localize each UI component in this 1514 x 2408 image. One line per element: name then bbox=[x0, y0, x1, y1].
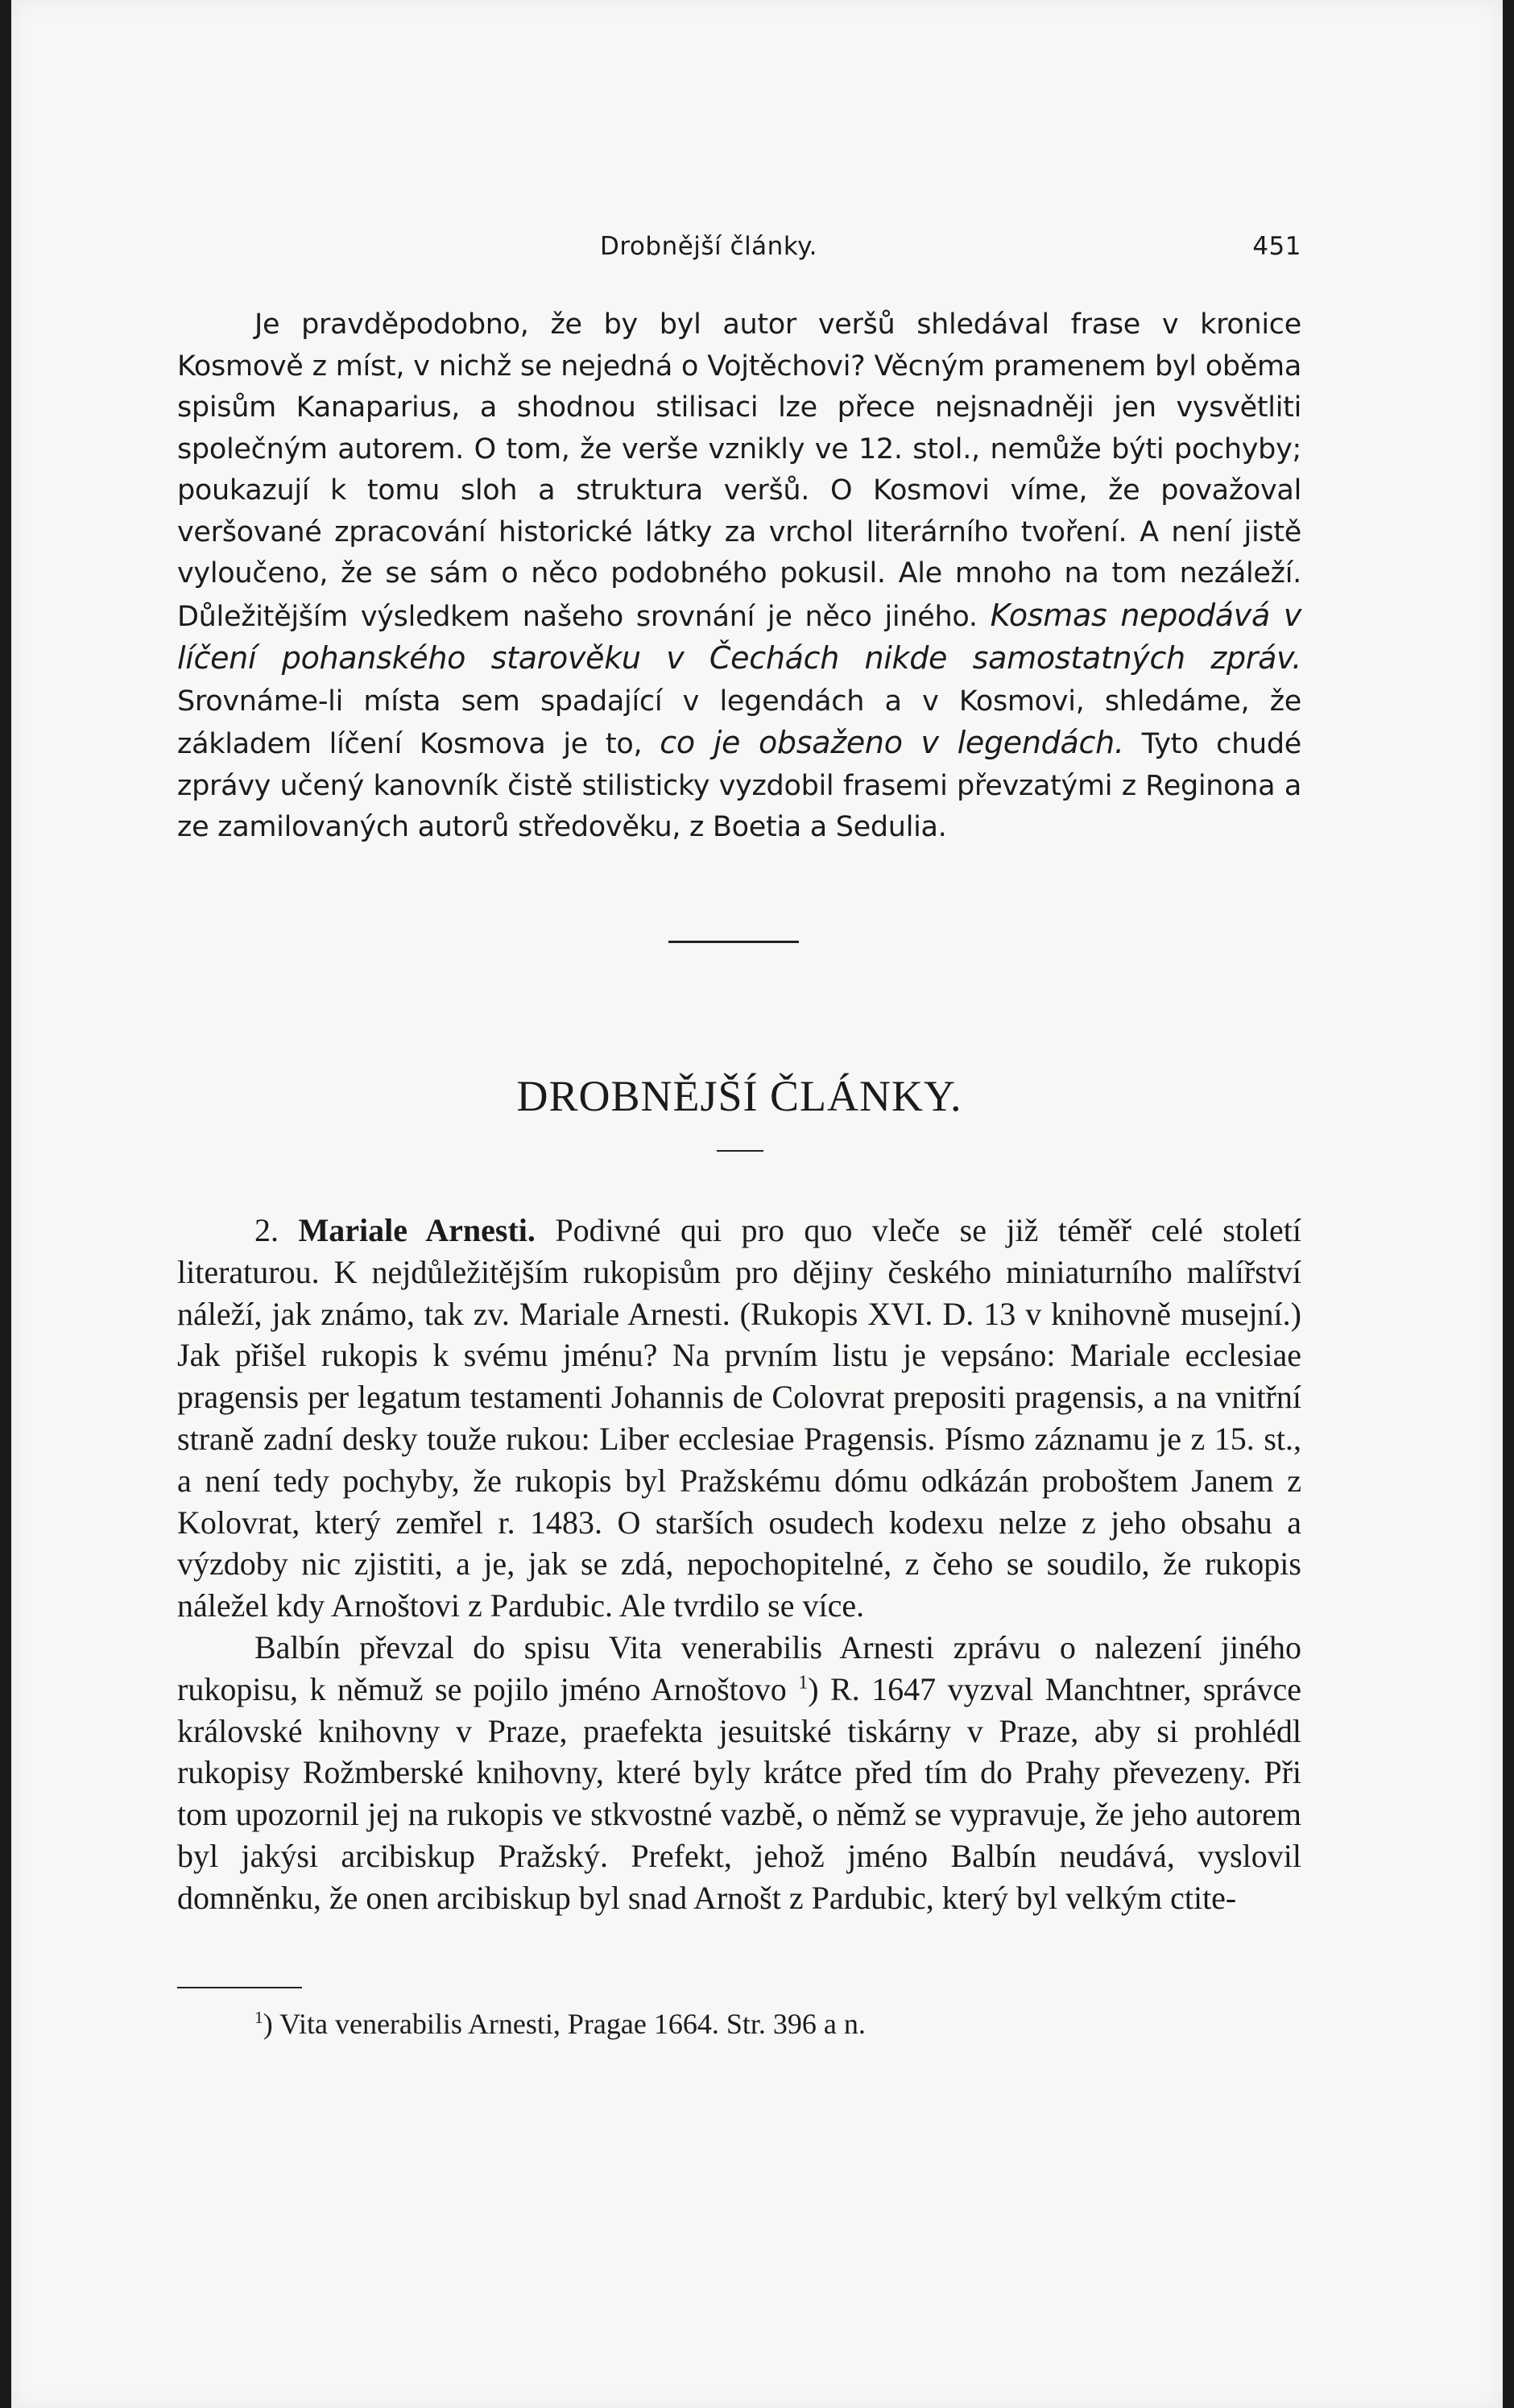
footnote: $^1$) Vita venerabilis Arnesti, Pragae 1664. Str. 396 a n. bbox=[254, 2008, 866, 2040]
footnote-text: Vita venerabilis Arnesti, Pragae 1664. Str. 396 a n. bbox=[279, 2008, 866, 2040]
top-text-3: Tyto chudé zprávy učený kanovník čistě stilisticky vyzdobil frasemi převzatými z Reginona a ze zamilovaných autorů středověku, z Boetia a Sedulia. bbox=[177, 728, 1301, 843]
top-italic-1: Kosmas nepodává v líčení pohanského starověku v Čechách nikde samostatných zpráv. bbox=[177, 597, 1302, 676]
top-paragraph bbox=[177, 304, 1301, 849]
footnote-rule bbox=[177, 1987, 302, 1988]
page-number: 451 bbox=[1252, 232, 1301, 261]
footnote-marker: 1 bbox=[254, 2008, 263, 2027]
top-text-1: Je pravděpodobno, že by byl autor veršů shledával frase v kronice Kosmově z míst, v nichž se nejedná o Vojtěchovi? Věcným pramenem byl oběma spisům Kanaparius, a shodnou stilisaci lze přece nejsnadněji jen vysvětliti společným autorem. O tom, že verše vznikly ve 12. stol., nemůže býti pochyby; poukazují k tomu sloh a struktura veršů. O Kosmovi víme, že považoval veršované zpracování historické látky za vrchol literárního tvoření. A není jistě vyloučeno, že se sám o něco podobného pokusil. Ale mnoho na tom nezáleží. Důležitějším výsledkem našeho srovnání je něco jiného. bbox=[177, 308, 1301, 633]
article-title: Mariale Arnesti. bbox=[298, 1212, 536, 1248]
article bbox=[177, 1210, 1301, 1919]
footnote-ref: 1 bbox=[798, 1672, 809, 1694]
top-section bbox=[177, 304, 1301, 849]
running-title: Drobnější články. bbox=[600, 232, 817, 261]
article-paragraph-2: Balbín převzal do spisu Vita venerabilis Arnesti zprávu o nalezení jiného rukopisu, k němuž se pojilo jméno Arnoštovo $^1$) R. 1647 vyzval Manchtner, správce královské knihovny v Praze, praefekta jesuitské tiskárny v Praze, aby si prohlédl rukopisy Rožmberské knihovny, které byly krátce před tím do Prahy převezeny. Při tom upozornil jej na rukopis ve stkvostné vazbě, o němž se vypravuje, že jeho autorem byl jakýsi arcibiskup Pražský. Prefekt, jehož jméno Balbín neudává, vyslovil domněnku, že onen arcibiskup byl snad Arnošt z Pardubic, který byl velkým ctite- bbox=[177, 1628, 1301, 1916]
top-text-2: Srovnáme-li místa sem spadající v legendách a v Kosmovi, shledáme, že základem líčení Kosmova je to, bbox=[177, 685, 1301, 760]
section-divider bbox=[668, 941, 799, 943]
top-italic-2: co je obsaženo v legendách. bbox=[660, 725, 1124, 760]
section-heading: DROBNĚJŠÍ ČLÁNKY. bbox=[516, 1072, 962, 1120]
article-para1-text: Podivné qui pro quo vleče se již téměř celé století literaturou. K nejdůležitějším rukopisům pro dějiny českého miniaturního malířství náleží, jak známo, tak zv. Mariale Arnesti. (Rukopis XVI. D. 13 v knihovně musejní.) Jak přišel rukopis k svému jménu? Na prvním listu je vepsáno: Mariale ecclesiae pragensis per legatum testamenti Johannis de Colovrat prepositi pragensis, a na vnitřní straně zadní desky touže rukou: Liber ecclesiae Pragensis. Písmo záznamu je z 15. st., a není tedy pochyby, že rukopis byl Pražskému dómu odkázán proboštem Janem z Kolovrat, který zemřel r. 1483. O starších osudech kodexu nelze z jeho obsahu a výzdoby nic zjistiti, a je, jak se zdá, nepochopitelné, z čeho se soudilo, že rukopis náležel kdy Arnoštovi z Pardubic. Ale tvrdilo se více. bbox=[177, 1212, 1302, 1624]
article-para2-a: Balbín převzal do spisu Vita venerabilis Arnesti zprávu o nalezení jiného rukopisu, k němuž se pojilo jméno Arnoštovo bbox=[177, 1628, 1301, 1707]
article-number: 2. bbox=[254, 1212, 279, 1248]
heading-underline bbox=[717, 1150, 763, 1152]
article-paragraph-1 bbox=[177, 1210, 1301, 1627]
article-para2-b: R. 1647 vyzval Manchtner, správce královské knihovny v Praze, praefekta jesuitské tiskárny v Praze, aby si prohlédl rukopisy Rožmberské knihovny, které byly krátce před tím do Prahy převezeny. Při tom upozornil jej na rukopis ve stkvostné vazbě, o němž se vypravuje, že jeho autorem byl jakýsi arcibiskup Pražský. Prefekt, jehož jméno Balbín neudává, vyslovil domněnku, že onen arcibiskup byl snad Arnošt z Pardubic, který byl velkým ctite- bbox=[177, 1670, 1301, 1916]
page bbox=[11, 0, 1503, 2408]
